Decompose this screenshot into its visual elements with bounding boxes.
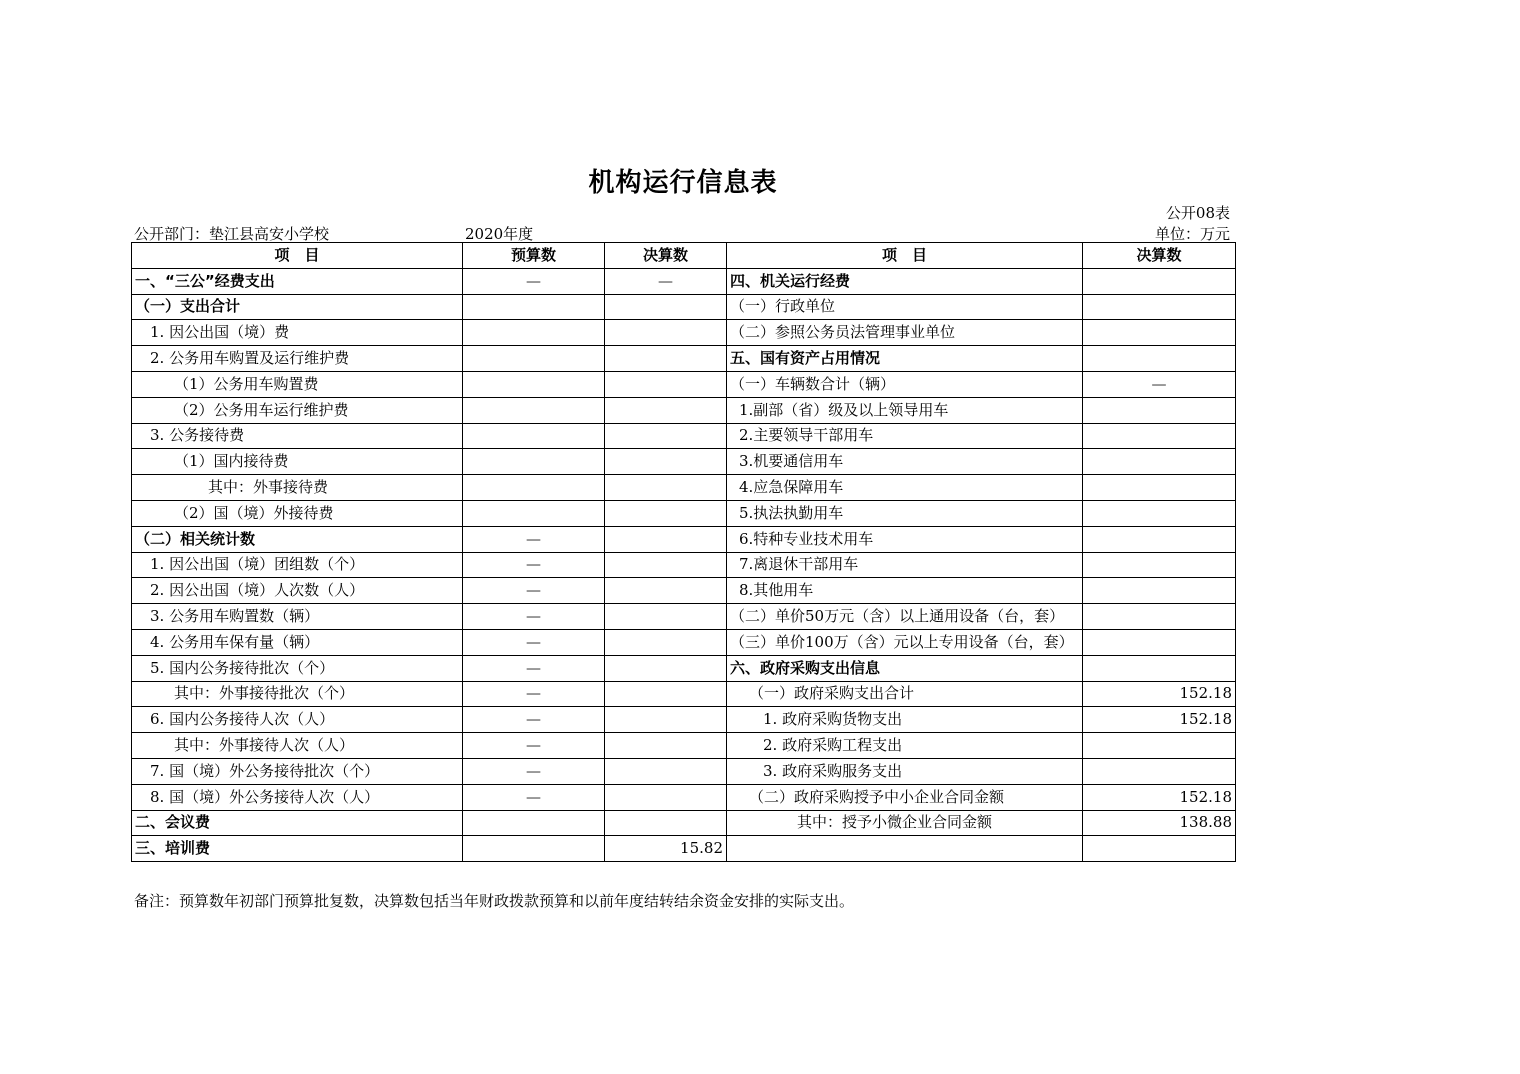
- left-item: （一）支出合计: [132, 294, 463, 320]
- right-item: 其中：授予小微企业合同金额: [727, 810, 1083, 836]
- right-item: 4.应急保障用车: [727, 475, 1083, 501]
- actual-value-left: [605, 758, 727, 784]
- actual-value-left: [605, 733, 727, 759]
- actual-value-right: [1083, 346, 1236, 372]
- table-row: [132, 836, 1236, 862]
- actual-value-right: [1083, 578, 1236, 604]
- budget-value: [463, 397, 605, 423]
- right-item: 6.特种专业技术用车: [727, 526, 1083, 552]
- table-row: [132, 784, 1236, 810]
- actual-value-right: [1083, 423, 1236, 449]
- actual-value-right: [1083, 449, 1236, 475]
- actual-value-right: [1083, 268, 1236, 294]
- left-item: （二）相关统计数: [132, 526, 463, 552]
- right-item: 四、机关运行经费: [727, 268, 1083, 294]
- table-row: [132, 526, 1236, 552]
- right-item: [727, 836, 1083, 862]
- left-item: 3. 公务用车购置数（辆）: [132, 604, 463, 630]
- budget-value: —: [463, 655, 605, 681]
- left-item: 8. 国（境）外公务接待人次（人）: [132, 784, 463, 810]
- left-item: 三、培训费: [132, 836, 463, 862]
- right-item: 3.机要通信用车: [727, 449, 1083, 475]
- actual-value-left: [605, 578, 727, 604]
- actual-value-left: [605, 500, 727, 526]
- actual-value-right: 138.88: [1083, 810, 1236, 836]
- actual-value-left: [605, 346, 727, 372]
- left-item: （1）公务用车购置费: [132, 371, 463, 397]
- actual-value-left: [605, 810, 727, 836]
- table-row: [132, 655, 1236, 681]
- budget-value: —: [463, 707, 605, 733]
- left-item: 1. 因公出国（境）费: [132, 320, 463, 346]
- left-item: （1）国内接待费: [132, 449, 463, 475]
- left-item: 5. 国内公务接待批次（个）: [132, 655, 463, 681]
- actual-value-left: —: [605, 268, 727, 294]
- left-item: 3. 公务接待费: [132, 423, 463, 449]
- right-item: 5.执法执勤用车: [727, 500, 1083, 526]
- table-row: [132, 758, 1236, 784]
- right-item: （二）单价50万元（含）以上通用设备（台，套）: [727, 604, 1083, 630]
- unit-label: 单位：万元: [1154, 225, 1230, 243]
- operations-info-table: [131, 242, 1236, 862]
- budget-value: —: [463, 268, 605, 294]
- budget-value: [463, 836, 605, 862]
- actual-value-right: [1083, 836, 1236, 862]
- right-item: 2. 政府采购工程支出: [727, 733, 1083, 759]
- actual-value-left: [605, 475, 727, 501]
- actual-value-right: [1083, 397, 1236, 423]
- actual-value-left: [605, 655, 727, 681]
- left-item: 2. 公务用车购置及运行维护费: [132, 346, 463, 372]
- actual-value-right: [1083, 320, 1236, 346]
- right-item: （三）单价100万（含）元以上专用设备（台，套）: [727, 629, 1083, 655]
- right-item: （一）政府采购支出合计: [727, 681, 1083, 707]
- footnote: 备注：预算数年初部门预算批复数，决算数包括当年财政拨款预算和以前年度结转结余资金安排的实际支出。: [134, 892, 855, 910]
- table-row: [132, 552, 1236, 578]
- budget-value: —: [463, 758, 605, 784]
- page-title: 机构运行信息表: [588, 168, 778, 198]
- actual-value-right: [1083, 758, 1236, 784]
- budget-value: —: [463, 604, 605, 630]
- table-row: [132, 604, 1236, 630]
- actual-value-right: 152.18: [1083, 707, 1236, 733]
- actual-value-left: [605, 423, 727, 449]
- actual-value-left: [605, 371, 727, 397]
- table-row: [132, 578, 1236, 604]
- actual-value-right: [1083, 655, 1236, 681]
- budget-value: [463, 500, 605, 526]
- right-item: 1.副部（省）级及以上领导用车: [727, 397, 1083, 423]
- right-item: 3. 政府采购服务支出: [727, 758, 1083, 784]
- budget-value: [463, 475, 605, 501]
- actual-value-left: [605, 604, 727, 630]
- budget-value: [463, 810, 605, 836]
- budget-value: [463, 423, 605, 449]
- actual-value-left: [605, 629, 727, 655]
- actual-value-right: [1083, 552, 1236, 578]
- actual-value-left: [605, 681, 727, 707]
- header-actual-left: 决算数: [605, 243, 727, 269]
- actual-value-left: [605, 397, 727, 423]
- table-row: [132, 346, 1236, 372]
- actual-value-left: [605, 707, 727, 733]
- table-row: [132, 268, 1236, 294]
- actual-value-right: [1083, 526, 1236, 552]
- table-row: [132, 423, 1236, 449]
- actual-value-right: [1083, 294, 1236, 320]
- right-item: （二）参照公务员法管理事业单位: [727, 320, 1083, 346]
- actual-value-left: [605, 320, 727, 346]
- actual-value-left: [605, 784, 727, 810]
- table-row: [132, 733, 1236, 759]
- right-item: 五、国有资产占用情况: [727, 346, 1083, 372]
- table-row: [132, 294, 1236, 320]
- left-item: 其中：外事接待人次（人）: [132, 733, 463, 759]
- actual-value-left: 15.82: [605, 836, 727, 862]
- budget-value: [463, 294, 605, 320]
- table-row: [132, 449, 1236, 475]
- budget-value: —: [463, 552, 605, 578]
- actual-value-right: [1083, 604, 1236, 630]
- actual-value-right: [1083, 500, 1236, 526]
- table-row: [132, 681, 1236, 707]
- right-item: （二）政府采购授予中小企业合同金额: [727, 784, 1083, 810]
- header-item-left: 项 目: [132, 243, 463, 269]
- budget-value: [463, 371, 605, 397]
- left-item: 其中：外事接待费: [132, 475, 463, 501]
- fiscal-year: 2020年度: [465, 225, 534, 243]
- department-label: 公开部门：垫江县高安小学校: [134, 225, 330, 243]
- left-item: 1. 因公出国（境）团组数（个）: [132, 552, 463, 578]
- right-item: （一）行政单位: [727, 294, 1083, 320]
- left-item: 一、“三公”经费支出: [132, 268, 463, 294]
- left-item: 4. 公务用车保有量（辆）: [132, 629, 463, 655]
- actual-value-right: 152.18: [1083, 681, 1236, 707]
- table-row: [132, 810, 1236, 836]
- actual-value-left: [605, 449, 727, 475]
- budget-value: [463, 346, 605, 372]
- right-item: 六、政府采购支出信息: [727, 655, 1083, 681]
- actual-value-left: [605, 294, 727, 320]
- form-number: 公开08表: [1165, 204, 1230, 222]
- actual-value-right: [1083, 629, 1236, 655]
- left-item: 6. 国内公务接待人次（人）: [132, 707, 463, 733]
- table-header-row: [132, 243, 1236, 269]
- budget-value: [463, 320, 605, 346]
- header-budget: 预算数: [463, 243, 605, 269]
- budget-value: —: [463, 733, 605, 759]
- left-item: 2. 因公出国（境）人次数（人）: [132, 578, 463, 604]
- left-item: 其中：外事接待批次（个）: [132, 681, 463, 707]
- table-row: [132, 397, 1236, 423]
- budget-value: —: [463, 578, 605, 604]
- left-item: （2）公务用车运行维护费: [132, 397, 463, 423]
- actual-value-right: [1083, 733, 1236, 759]
- budget-value: —: [463, 629, 605, 655]
- left-item: （2）国（境）外接待费: [132, 500, 463, 526]
- right-item: 7.离退休干部用车: [727, 552, 1083, 578]
- budget-value: —: [463, 784, 605, 810]
- table-row: [132, 500, 1236, 526]
- actual-value-right: —: [1083, 371, 1236, 397]
- table-row: [132, 320, 1236, 346]
- budget-value: —: [463, 681, 605, 707]
- budget-value: —: [463, 526, 605, 552]
- header-item-right: 项 目: [727, 243, 1083, 269]
- header-actual-right: 决算数: [1083, 243, 1236, 269]
- actual-value-left: [605, 552, 727, 578]
- budget-value: [463, 449, 605, 475]
- left-item: 7. 国（境）外公务接待批次（个）: [132, 758, 463, 784]
- table-row: [132, 707, 1236, 733]
- table-row: [132, 475, 1236, 501]
- left-item: 二、会议费: [132, 810, 463, 836]
- right-item: 8.其他用车: [727, 578, 1083, 604]
- table-row: [132, 371, 1236, 397]
- table-row: [132, 629, 1236, 655]
- actual-value-left: [605, 526, 727, 552]
- right-item: 1. 政府采购货物支出: [727, 707, 1083, 733]
- right-item: （一）车辆数合计（辆）: [727, 371, 1083, 397]
- actual-value-right: [1083, 475, 1236, 501]
- right-item: 2.主要领导干部用车: [727, 423, 1083, 449]
- actual-value-right: 152.18: [1083, 784, 1236, 810]
